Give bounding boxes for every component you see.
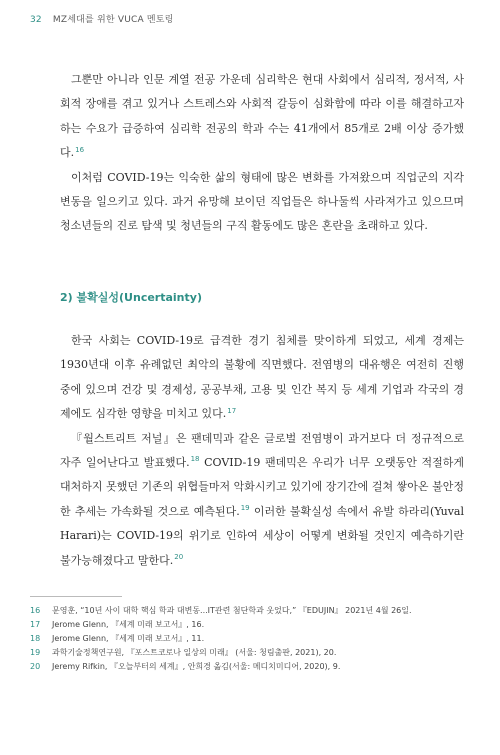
section-heading: 2) 불확실성(Uncertainty) xyxy=(60,291,202,304)
section-subtitle: (Uncertainty) xyxy=(119,291,202,304)
footnote-item: 16 문영훈, “10년 사이 대학 핵심 학과 대변동...IT관련 첨단학과 웃었다,” 『EDUJIN』 2021년 4월 26일. xyxy=(30,606,412,615)
footnote-item: 17 Jerome Glenn, 『세계 미래 보고서』, 16. xyxy=(30,620,205,629)
footnote-item: 19 과학기술정책연구원, 『포스트코로나 일상의 미래』 (서울: 청림출판, 2021), 20. xyxy=(30,648,337,657)
page-number: 32 xyxy=(30,15,42,25)
section-title: 불확실성 xyxy=(76,291,120,304)
footnotes xyxy=(30,604,470,674)
paragraph: 그뿐만 아니라 인문 계열 전공 가운데 심리학은 현대 사회에서 심리적, 정서적, 사회적 장애를 겪고 있거나 스트레스와 사회적 갈등이 심화함에 따라 이를 해결하고자 하는 수요가 급증하여 심리학 전공의 학과 수는 41개에서 85개로 2배 이상 증가했다.$^{16}$ xyxy=(60,73,464,160)
body-section-2 xyxy=(60,329,464,573)
book-title: MZ세대를 위한 VUCA 멘토링 xyxy=(52,15,174,25)
footnote-divider xyxy=(30,596,122,597)
footnote-item: 20 Jeremy Rifkin, 『오늘부터의 세계』, 안희경 옮김(서울: 메디치미디어, 2020), 9. xyxy=(30,662,341,671)
body-section-1 xyxy=(60,68,464,239)
paragraph: 『월스트리트 저널』은 팬데믹과 같은 글로벌 전염병이 과거보다 더 정규적으로 자주 일어난다고 발표했다.$^{18}$ COVID-19 팬데믹은 우리가 너무 오랫동안 적절하게 대처하지 못했던 기존의 위협들마저 악화시키고 있기에 장기간에 걸쳐 쌓아온 불안정한 추세는 가속화될 것으로 예측된다.$^{19}$ 이러한 불확실성 속에서 유발 하라리(Yuval Harari)는 COVID-19의 위기로 인하여 세상이 어떻게 변화될 것인지 예측하기란 불가능해졌다고 말한다.$^{20}$ xyxy=(60,431,464,567)
footnote-ref[interactable]: 18 xyxy=(190,455,200,464)
footnote-ref[interactable]: 17 xyxy=(227,406,237,415)
footnote-ref[interactable]: 19 xyxy=(240,504,250,513)
running-header xyxy=(30,12,174,25)
footnote-item: 18 Jerome Glenn, 『세계 미래 보고서』, 11. xyxy=(30,634,205,643)
footnote-ref[interactable]: 20 xyxy=(174,553,184,561)
paragraph: 한국 사회는 COVID-19로 급격한 경기 침체를 맞이하게 되었고, 세계 경제는 1930년대 이후 유례없던 최악의 불황에 직면했다. 전염병의 대유행은 여전히 진행 중에 있으며 건강 및 경제성, 공공부채, 고용 및 인간 복지 등 세계 기업과 각국의 경제에도 심각한 영향을 미치고 있다.$^{17}$ xyxy=(60,334,464,421)
paragraph: 이처럼 COVID-19는 익숙한 삶의 형태에 많은 변화를 가져왔으며 직업군의 지각변동을 일으키고 있다. 과거 유망해 보이던 직업들은 하나둘씩 사라져가고 있으므며 청소년들의 진로 탐색 및 청년들의 구직 활동에도 많은 혼란을 초래하고 있다. xyxy=(60,170,464,233)
footnote-ref[interactable]: 16 xyxy=(75,145,85,154)
